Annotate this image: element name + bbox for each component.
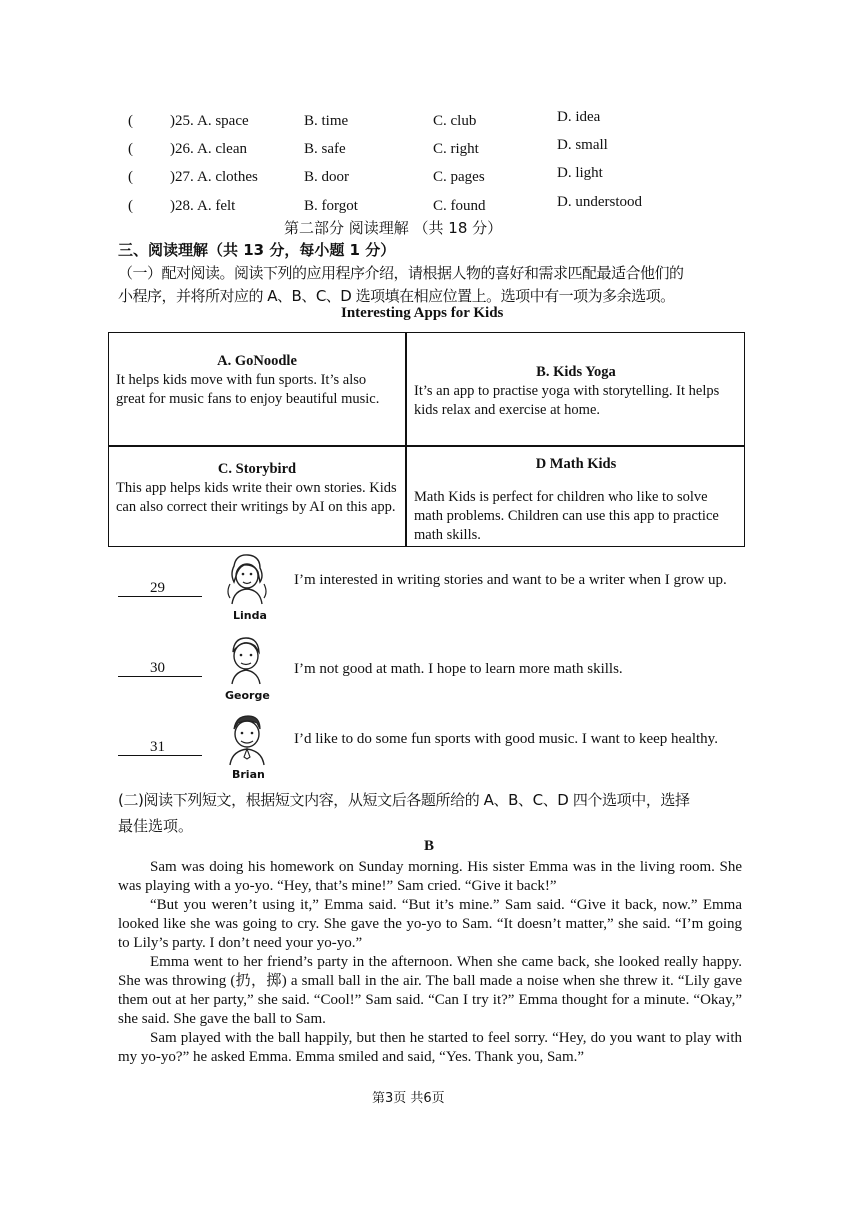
passage-paragraph: “But you weren’t using it,” Emma said. “But it’s mine.” Sam said. “Give it back, now.” Emma looked like she was going to cry. She gave the yo-yo to Sam. “It doesn’t matter,” she said. “I’m going to Lily’s party. I don’t need your yo-yo.” bbox=[118, 897, 742, 951]
section3-title: 三、阅读理解（共 13 分，每小题 1 分） bbox=[118, 241, 396, 259]
app-description: It helps kids move with fun sports. It’s also great for music fans to enjoy beautiful music. bbox=[116, 372, 380, 407]
question-number: )26. bbox=[170, 141, 194, 157]
app-card-math-kids bbox=[414, 455, 738, 545]
option-a: A. clean bbox=[197, 141, 247, 157]
girl-avatar-icon bbox=[224, 552, 268, 606]
subsection2-instruction-cont: 最佳选项。 bbox=[118, 817, 194, 835]
option-a: A. clothes bbox=[197, 169, 258, 185]
option-a: A. felt bbox=[197, 198, 236, 214]
option-d: D. small bbox=[557, 137, 608, 153]
option-b: B. safe bbox=[304, 141, 346, 157]
option-b: B. door bbox=[304, 169, 349, 185]
option-d: D. light bbox=[557, 165, 603, 181]
subsection2-instruction: (二)阅读下列短文，根据短文内容，从短文后各题所给的 A、B、C、D 四个选项中，选择 bbox=[118, 791, 690, 809]
question-number: )27. bbox=[170, 169, 194, 185]
blank-number: 31 bbox=[150, 739, 165, 755]
answer-paren[interactable]: ( bbox=[128, 141, 133, 157]
table-divider-horizontal bbox=[108, 445, 745, 447]
subsection1-instruction: （一）配对阅读。阅读下列的应用程序介绍，请根据人物的喜好和需求匹配最适合他们的 bbox=[118, 264, 684, 282]
option-d: D. idea bbox=[557, 109, 601, 125]
person-statement: I’m interested in writing stories and want to be a writer when I grow up. bbox=[294, 572, 727, 588]
app-description: This app helps kids write their own stories. Kids can also correct their writings by AI on this app. bbox=[116, 480, 397, 515]
apps-table-title: Interesting Apps for Kids bbox=[341, 305, 504, 321]
passage-paragraph: Emma went to her friend’s party in the afternoon. When she came back, she looked really happy. She was throwing (扔，掷) a small ball in the air. The ball made a noise when she threw it. “Lily gave them out at her party,” she said. “Cool!” Sam said. “Can I try it?” Emma thought for a minute. “Okay,” she said. She gave the ball to Sam. bbox=[118, 954, 742, 1027]
app-title: A. GoNoodle bbox=[217, 353, 297, 369]
option-b: B. time bbox=[304, 113, 349, 129]
passage-paragraph: Sam played with the ball happily, but then he started to feel sorry. “Hey, do you want to play with my yo-yo?” he asked Emma. Emma smiled and said, “Yes. Thank you, Sam.” bbox=[118, 1030, 742, 1065]
answer-paren[interactable]: ( bbox=[128, 169, 133, 185]
boy-avatar-icon bbox=[224, 713, 270, 767]
person-statement: I’d like to do some fun sports with good music. I want to keep healthy. bbox=[294, 731, 718, 747]
passage-paragraph: Sam was doing his homework on Sunday morning. His sister Emma was in the living room. She was playing with a yo-yo. “Hey, that’s mine!” Sam cried. “Give it back!” bbox=[118, 859, 742, 894]
blank-number: 29 bbox=[150, 580, 165, 596]
option-c: C. club bbox=[433, 113, 477, 129]
part2-title: 第二部分 阅读理解 （共 18 分） bbox=[284, 219, 503, 237]
person-statement: I’m not good at math. I hope to learn more math skills. bbox=[294, 661, 623, 677]
question-number: )25. bbox=[170, 113, 194, 129]
table-divider-vertical bbox=[405, 332, 407, 547]
passage-label: B bbox=[424, 838, 435, 854]
option-a: A. space bbox=[197, 113, 249, 129]
answer-paren[interactable]: ( bbox=[128, 113, 133, 129]
option-c: C. found bbox=[433, 198, 486, 214]
option-c: C. right bbox=[433, 141, 479, 157]
person-name: Brian bbox=[232, 768, 265, 781]
option-d: D. understood bbox=[557, 194, 642, 210]
blank-number: 30 bbox=[150, 660, 165, 676]
app-description: It’s an app to practise yoga with storytelling. It helps kids relax and exercise at home. bbox=[414, 383, 720, 418]
app-title: C. Storybird bbox=[217, 461, 297, 477]
person-name: George bbox=[225, 689, 270, 702]
app-card-gonoodle bbox=[116, 352, 398, 409]
app-title: B. Kids Yoga bbox=[536, 364, 616, 380]
app-title: D Math Kids bbox=[535, 456, 617, 472]
question-number: )28. bbox=[170, 198, 194, 214]
app-card-storybird bbox=[116, 460, 398, 517]
boy-avatar-icon bbox=[224, 634, 268, 686]
option-b: B. forgot bbox=[304, 198, 358, 214]
app-description: Math Kids is perfect for children who like to solve math problems. Children can use this app to practice math skills. bbox=[414, 489, 719, 543]
passage bbox=[118, 858, 742, 1067]
answer-paren[interactable]: ( bbox=[128, 198, 133, 214]
person-name: Linda bbox=[233, 609, 267, 622]
subsection1-instruction-cont: 小程序，并将所对应的 A、B、C、D 选项填在相应位置上。选项中有一项为多余选项。 bbox=[118, 287, 675, 305]
option-c: C. pages bbox=[433, 169, 485, 185]
app-card-kids-yoga bbox=[414, 363, 738, 420]
page-footer: 第3页 共6页 bbox=[372, 1091, 445, 1106]
